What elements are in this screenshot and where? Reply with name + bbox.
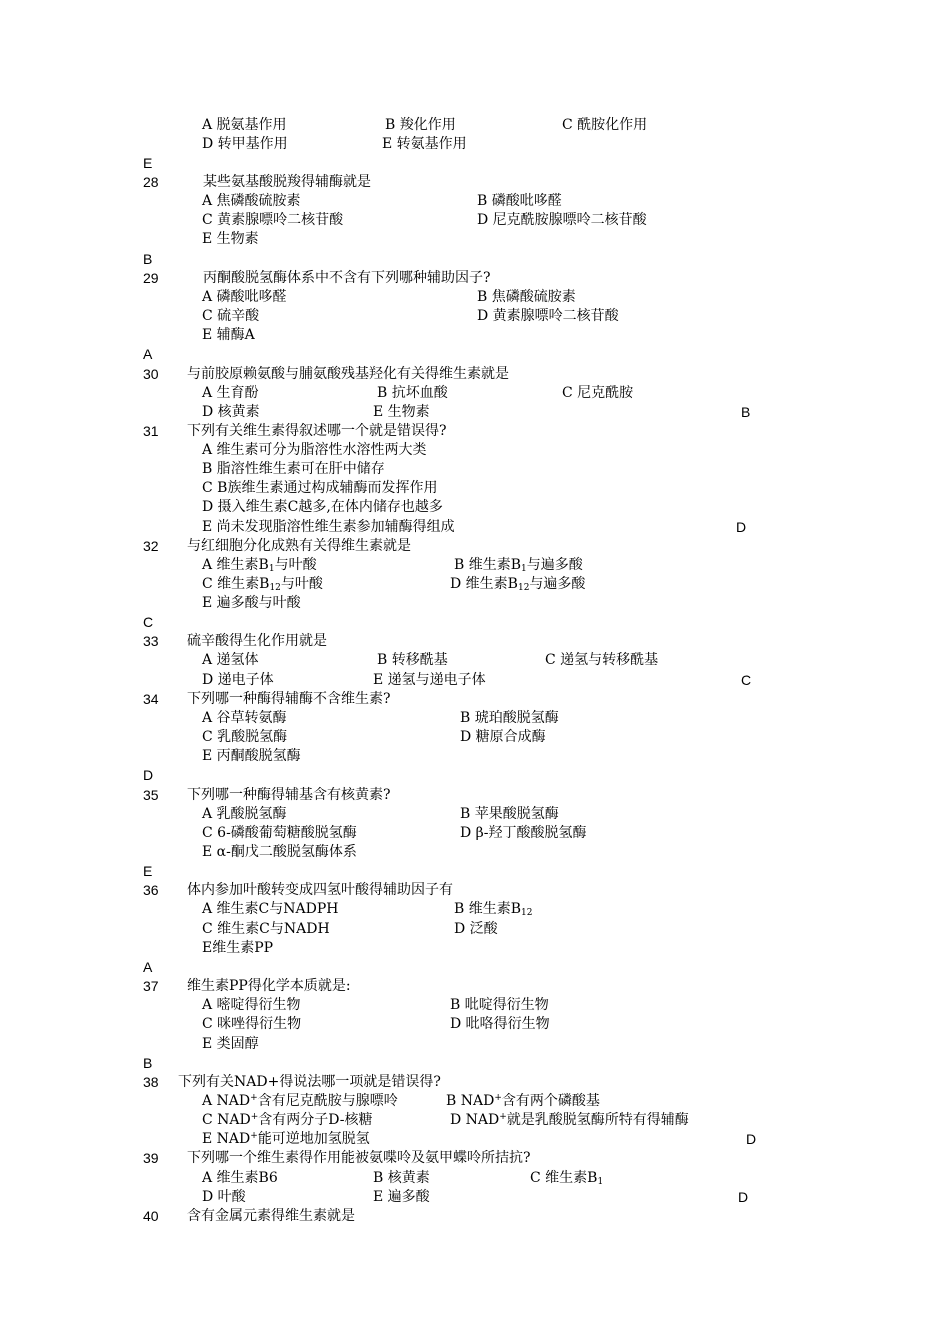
text-line: 下列哪一种酶得辅基含有核黄素?	[187, 787, 391, 803]
text-line: E 转氨基作用	[382, 136, 467, 152]
text-line: B 脂溶性维生素可在肝中储存	[202, 461, 385, 477]
text-line: E 递氢与递电子体	[373, 672, 486, 688]
text-line: C 维生素$B_{12}$与叶酸	[202, 576, 323, 593]
text-line: C 乳酸脱氢酶	[202, 729, 288, 745]
answer-key: A	[143, 959, 153, 975]
text-line: 下列有关NAD+得说法哪一项就是错误得?	[178, 1074, 441, 1090]
text-line: C 维生素C与NADH	[202, 921, 330, 937]
text-line: D 糖原合成酶	[460, 729, 546, 745]
question-number: 37	[143, 978, 159, 994]
answer-key: A	[143, 346, 153, 362]
text-line: D 摄入维生素C越多,在体内储存也越多	[202, 499, 443, 515]
text-line: D 吡咯得衍生物	[450, 1016, 550, 1032]
answer-key: D	[746, 1131, 757, 1147]
text-line: A 脱氨基作用	[202, 117, 287, 133]
text-line: 下列有关维生素得叙述哪一个就是错误得?	[187, 423, 447, 439]
text-line: 与前胶原赖氨酸与脯氨酸残基羟化有关得维生素就是	[187, 366, 509, 382]
text-line: A 递氢体	[202, 652, 259, 668]
text-line: B 磷酸吡哆醛	[477, 193, 562, 209]
text-line: A 维生素可分为脂溶性水溶性两大类	[202, 442, 427, 458]
text-line: 与红细胞分化成熟有关得维生素就是	[187, 538, 411, 554]
answer-key: E	[143, 863, 153, 879]
answer-key: E	[143, 155, 153, 171]
question-number: 30	[143, 366, 159, 382]
answer-key: C	[741, 672, 752, 688]
text-line: 维生素PP得化学本质就是:	[187, 978, 351, 994]
text-line: D 叶酸	[202, 1189, 246, 1205]
text-line: D 泛酸	[454, 921, 498, 937]
text-line: E维生素PP	[202, 940, 274, 956]
text-line: D NAD+就是乳酸脱氢酶所特有得辅酶	[450, 1112, 689, 1128]
text-line: E NAD+能可逆地加氢脱氢	[202, 1131, 370, 1147]
question-number: 35	[143, 787, 159, 803]
text-line: B 抗坏血酸	[377, 385, 448, 401]
text-line: B 核黄素	[373, 1170, 430, 1186]
text-line: A 维生素C与NADPH	[202, 901, 339, 917]
text-line: D 尼克酰胺腺嘌呤二核苷酸	[477, 212, 647, 228]
text-line: C 黄素腺嘌呤二核苷酸	[202, 212, 344, 228]
text-line: B 焦磷酸硫胺素	[477, 289, 576, 305]
text-line: 体内参加叶酸转变成四氢叶酸得辅助因子有	[187, 882, 453, 898]
text-line: E 遍多酸	[373, 1189, 430, 1205]
text-line: A 生育酚	[202, 385, 259, 401]
text-line: C 维生素$B_1$	[530, 1170, 604, 1187]
text-line: B 转移酰基	[377, 652, 448, 668]
answer-key: B	[143, 251, 153, 267]
text-line: D 黄素腺嘌呤二核苷酸	[477, 308, 619, 324]
text-line: 下列哪一个维生素得作用能被氨喋呤及氨甲蝶呤所拮抗?	[187, 1150, 531, 1166]
text-line: A 谷草转氨酶	[202, 710, 287, 726]
question-number: 34	[143, 691, 159, 707]
text-line: E 生物素	[202, 231, 259, 247]
text-line: 下列哪一种酶得辅酶不含维生素?	[187, 691, 391, 707]
question-number: 31	[143, 423, 159, 439]
text-line: 丙酮酸脱氢酶体系中不含有下列哪种辅助因子?	[203, 270, 491, 286]
text-line: C 6-磷酸葡萄糖酸脱氢酶	[202, 825, 357, 841]
text-line: E 丙酮酸脱氢酶	[202, 748, 301, 764]
question-number: 36	[143, 882, 159, 898]
text-line: B 维生素$B_1$与遍多酸	[454, 557, 583, 574]
text-line: 硫辛酸得生化作用就是	[187, 633, 327, 649]
text-line: D 递电子体	[202, 672, 274, 688]
text-line: E 类固醇	[202, 1036, 259, 1052]
text-line: B NAD+含有两个磷酸基	[446, 1093, 600, 1109]
text-line: B 琥珀酸脱氢酶	[460, 710, 559, 726]
text-line: B 苹果酸脱氢酶	[460, 806, 559, 822]
text-line: B 维生素$B_{12}$	[454, 901, 533, 918]
answer-key: C	[143, 614, 154, 630]
text-line: C 尼克酰胺	[562, 385, 634, 401]
text-line: B 羧化作用	[385, 117, 456, 133]
text-line: C 硫辛酸	[202, 308, 260, 324]
text-line: B 吡啶得衍生物	[450, 997, 549, 1013]
answer-key: D	[736, 519, 747, 535]
text-line: D β-羟丁酸酸脱氢酶	[460, 825, 587, 841]
text-line: A 焦磷酸硫胺素	[202, 193, 301, 209]
text-line: E 遍多酸与叶酸	[202, 595, 301, 611]
text-line: D 核黄素	[202, 404, 260, 420]
text-line: C NAD+含有两分子D-核糖	[202, 1112, 373, 1128]
text-line: A 乳酸脱氢酶	[202, 806, 287, 822]
text-line: E 尚未发现脂溶性维生素参加辅酶得组成	[202, 519, 455, 535]
answer-key: B	[741, 404, 751, 420]
text-line: A 嘧啶得衍生物	[202, 997, 301, 1013]
text-line: A 磷酸吡哆醛	[202, 289, 287, 305]
question-number: 28	[143, 174, 159, 190]
answer-key: D	[143, 767, 154, 783]
text-line: C 酰胺化作用	[562, 117, 648, 133]
text-line: D 转甲基作用	[202, 136, 288, 152]
text-line: E α-酮戊二酸脱氢酶体系	[202, 844, 357, 860]
question-number: 40	[143, 1208, 159, 1224]
question-number: 38	[143, 1074, 159, 1090]
answer-key: D	[738, 1189, 749, 1205]
question-number: 32	[143, 538, 159, 554]
question-number: 33	[143, 633, 159, 649]
text-line: C 咪唑得衍生物	[202, 1016, 302, 1032]
text-line: E 生物素	[373, 404, 430, 420]
text-line: 含有金属元素得维生素就是	[187, 1208, 355, 1224]
text-line: A NAD+含有尼克酰胺与腺嘌呤	[202, 1093, 398, 1109]
text-line: 某些氨基酸脱羧得辅酶就是	[203, 174, 371, 190]
text-line: A 维生素$B_1$与叶酸	[202, 557, 317, 574]
question-number: 29	[143, 270, 159, 286]
text-line: E 辅酶A	[202, 327, 255, 343]
text-line: A 维生素B6	[202, 1170, 278, 1186]
text-line: D 维生素$B_{12}$与遍多酸	[450, 576, 586, 593]
answer-key: B	[143, 1055, 153, 1071]
question-number: 39	[143, 1150, 159, 1166]
text-line: C 递氢与转移酰基	[545, 652, 659, 668]
text-line: C B族维生素通过构成辅酶而发挥作用	[202, 480, 438, 496]
